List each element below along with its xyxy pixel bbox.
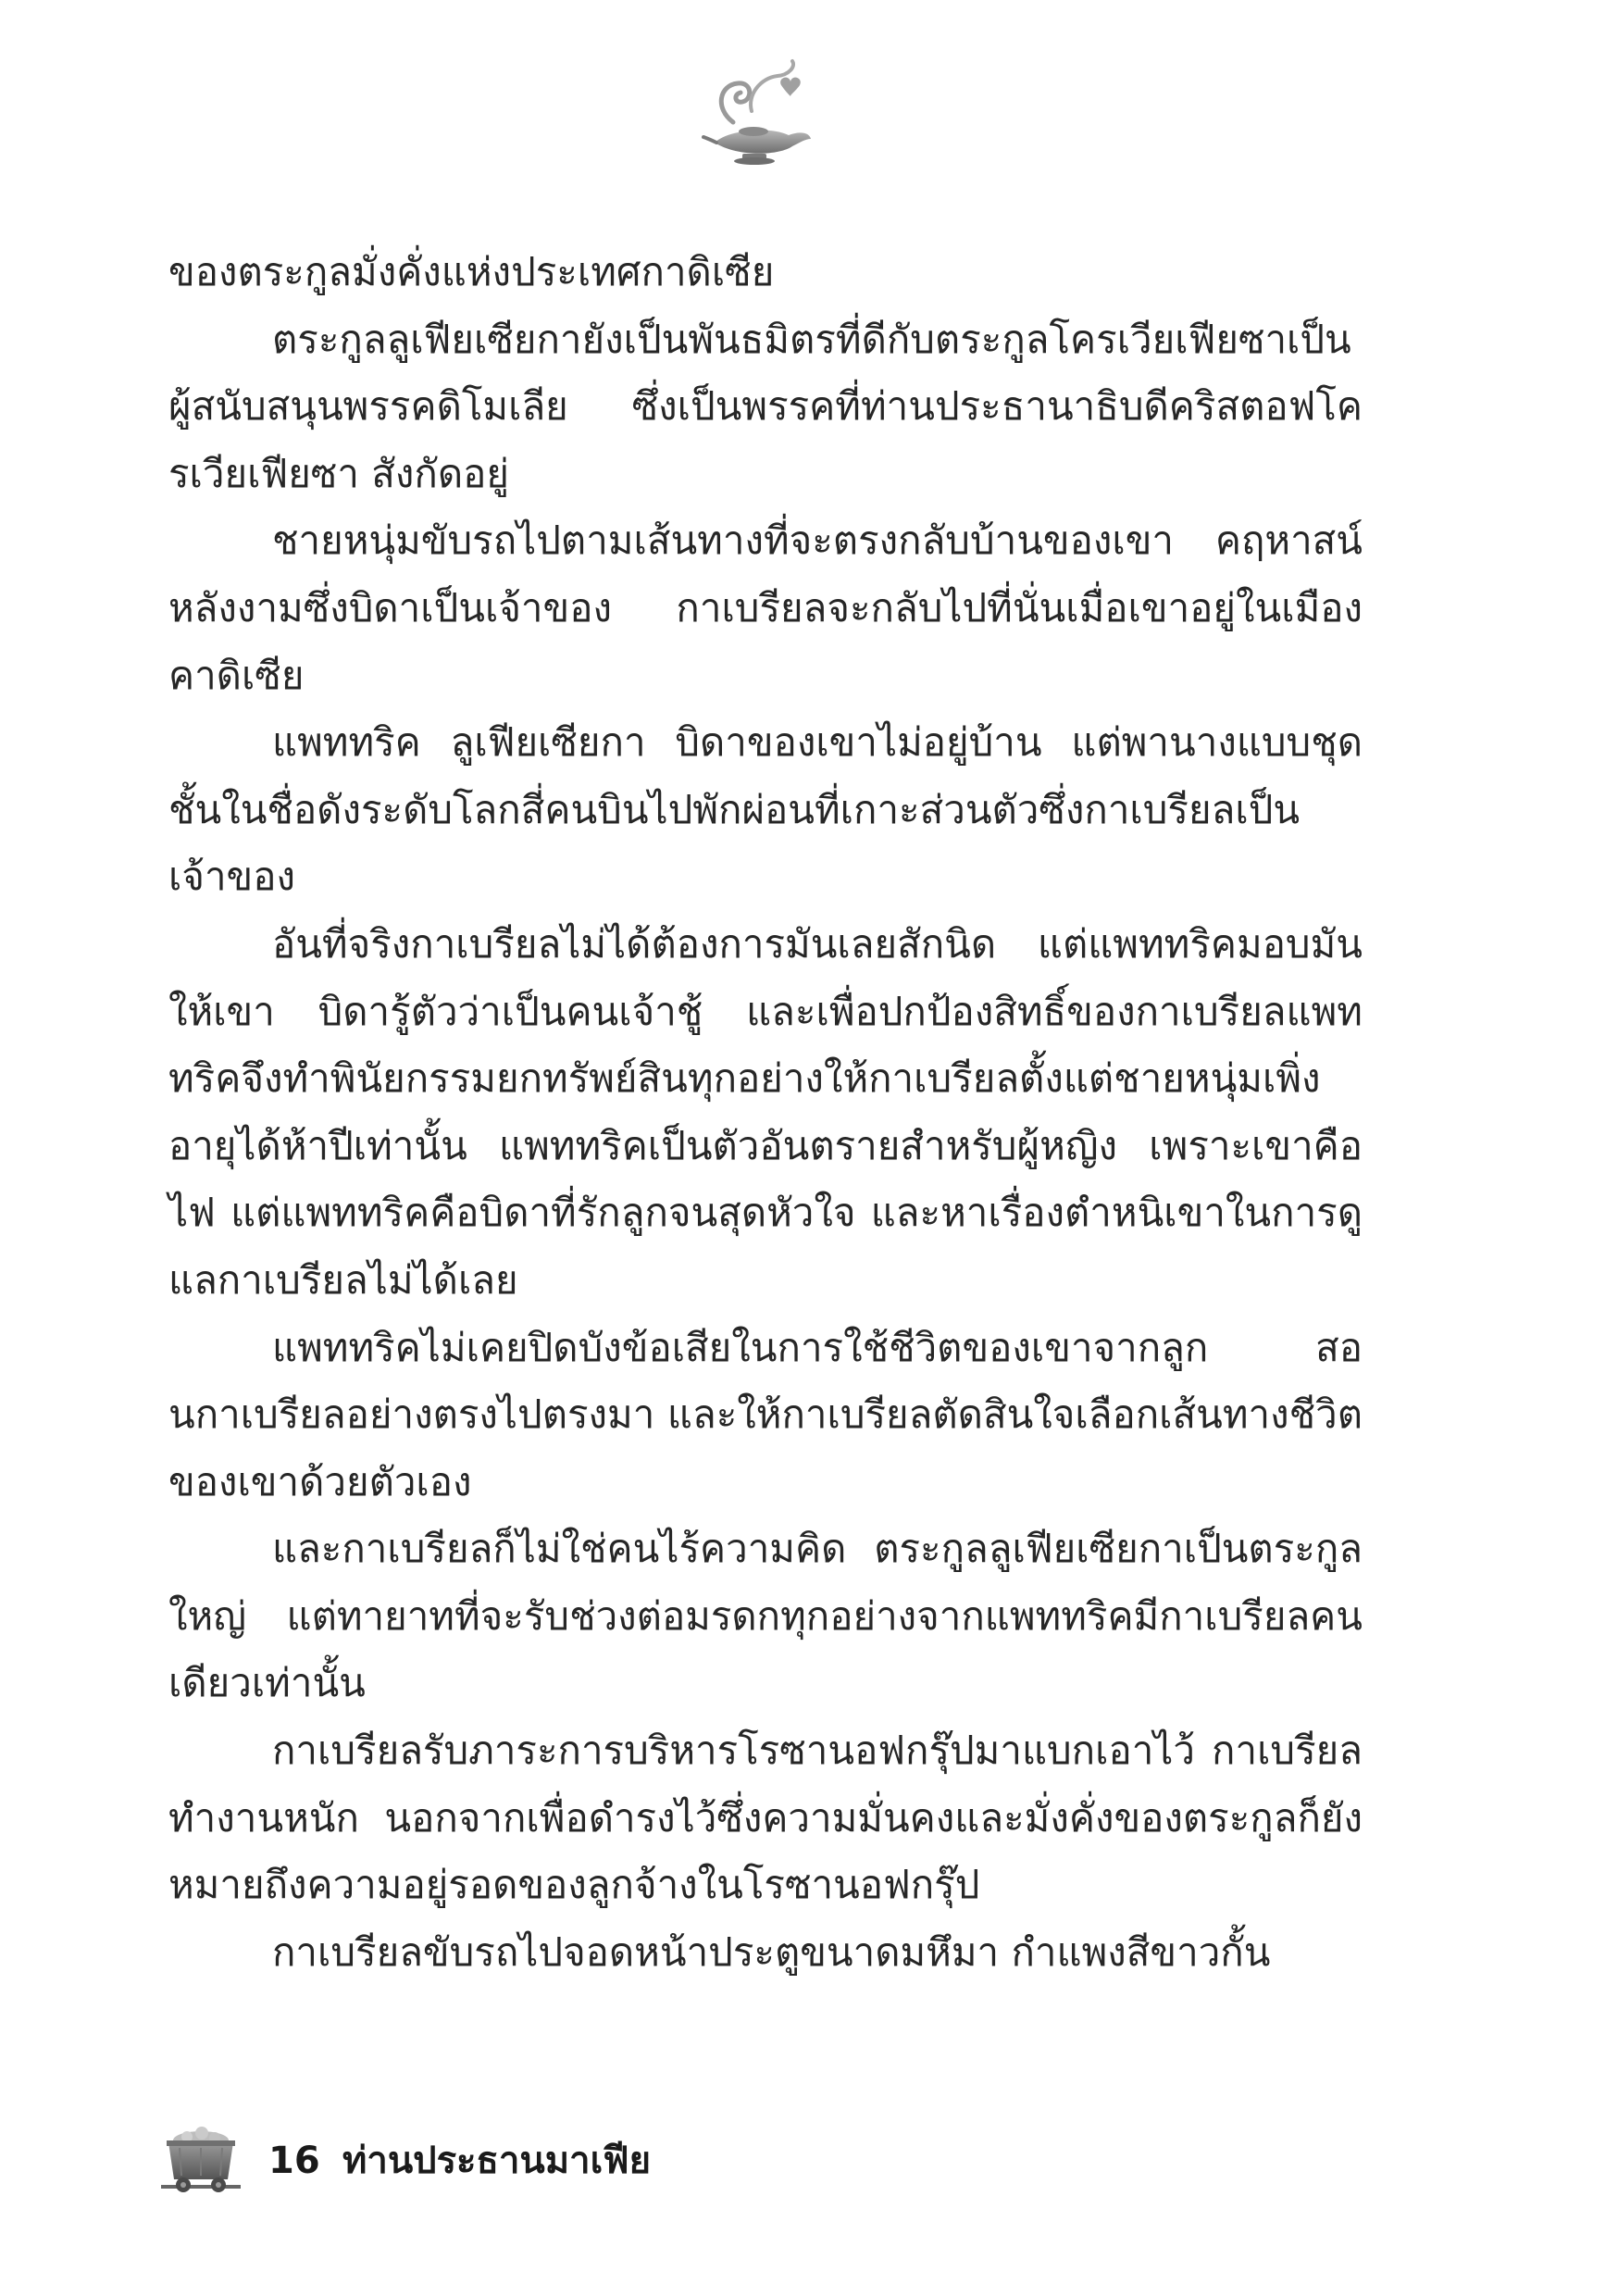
paragraph: อันที่จริงกาเบรียลไม่ได้ต้องการมันเลยสักนิด แต่แพททริคมอบมันให้เขา บิดารู้ตัวว่าเป็นคนเจ้าชู้ และเพื่อปกป้องสิทธิ์ของกาเบรียลแพททริคจึงทำพินัยกรรมยกทรัพย์สินทุกอย่างให้กาเบรียลตั้งแต่ชายหนุ่มเพิ่งอายุได้ห้าปีเท่านั้น แพททริคเป็นตัวอันตรายสำหรับผู้หญิง เพราะเขาคือไฟ แต่แพททริคคือบิดาที่รักลูกจนสุดหัวใจ และหาเรื่องตำหนิเขาในการดูแลกาเบรียลไม่ได้เลย xyxy=(168,920,1363,1303)
paragraph: และกาเบรียลก็ไม่ใช่คนไร้ความคิด ตระกูลลูเฟียเซียกาเป็นตระกูลใหญ่ แต่ทายาทที่จะรับช่วงต่อมรดกทุกอย่างจากแพททริคมีกาเบรียลคนเดียวเท่านั้น xyxy=(168,1526,1363,1706)
paragraph: ชายหนุ่มขับรถไปตามเส้นทางที่จะตรงกลับบ้านของเขา คฤหาสน์หลังงามซึ่งบิดาเป็นเจ้าของ กาเบรียลจะกลับไปที่นั่นเมื่อเขาอยู่ในเมืองคาดิเซีย xyxy=(168,518,1363,698)
page-footer xyxy=(159,2118,900,2207)
page-number: 16 xyxy=(268,2140,320,2182)
chapter-body-text xyxy=(168,239,1363,1986)
paragraph: ของตระกูลมั่งคั่งแห่งประเทศกาดิเซีย xyxy=(168,249,775,294)
book-title: ท่านประธานมาเฟีย xyxy=(342,2140,652,2182)
paragraph: ตระกูลลูเฟียเซียกายังเป็นพันธมิตรที่ดีกับตระกูลโครเวียเฟียซาเป็นผู้สนับสนุนพรรคดิโมเลีย ซึ่งเป็นพรรคที่ท่านประธานาธิบดีคริสตอฟโครเวียเฟียซา สังกัดอยู่ xyxy=(168,316,1363,496)
paragraph: แพททริคไม่เคยปิดบังข้อเสียในการใช้ชีวิตของเขาจากลูก สอนกาเบรียลอย่างตรงไปตรงมา และให้กาเบรียลตัดสินใจเลือกเส้นทางชีวิตของเขาด้วยตัวเอง xyxy=(168,1324,1363,1504)
mine-cart-icon xyxy=(159,2118,243,2202)
paragraph: กาเบรียลขับรถไปจอดหน้าประตูขนาดมหึมา กำแพงสีขาวกั้น xyxy=(272,1928,1271,1975)
genie-lamp-ornament-icon xyxy=(696,57,816,168)
paragraph: กาเบรียลรับภาระการบริหารโรซานอฟกรุ๊ปมาแบกเอาไว้ กาเบรียลทำงานหนัก นอกจากเพื่อดำรงไว้ซึ่งความมั่นคงและมั่งคั่งของตระกูลก็ยังหมายถึงความอยู่รอดของลูกจ้างในโรซานอฟกรุ๊ป xyxy=(168,1728,1363,1908)
paragraph: แพททริค ลูเฟียเซียกา บิดาของเขาไม่อยู่บ้าน แต่พานางแบบชุดชั้นในชื่อดังระดับโลกสี่คนบินไปพักผ่อนที่เกาะส่วนตัวซึ่งกาเบรียลเป็นเจ้าของ xyxy=(168,719,1363,900)
